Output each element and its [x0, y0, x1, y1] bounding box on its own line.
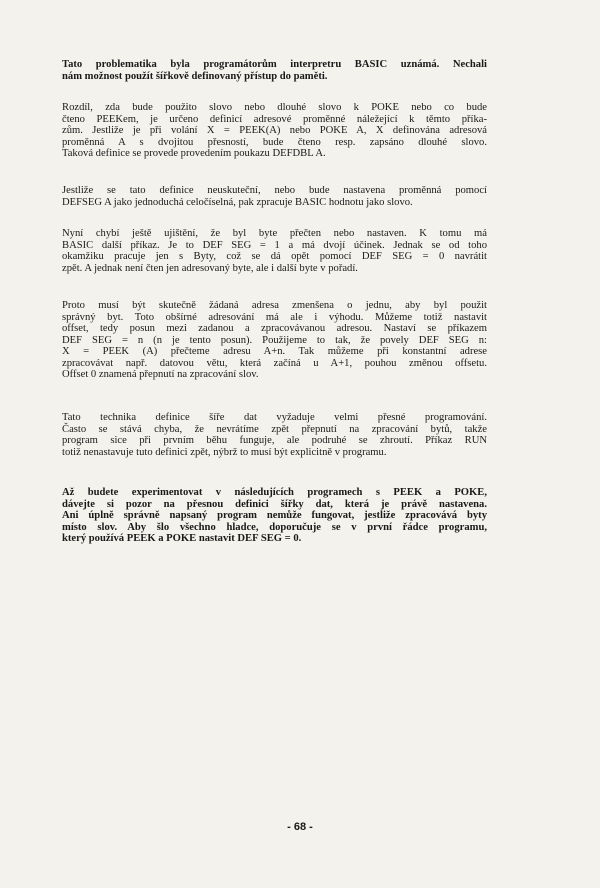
paragraph-7 — [62, 487, 487, 545]
text-line: Jestliže se tato definice neuskuteční, nebo bude nastavena proměnná pomocí — [62, 185, 487, 196]
paragraph-6 — [62, 412, 487, 458]
text-line: proměnná A s dvojitou přesností, bude čteno resp. zapsáno dlouhé slovo. — [62, 136, 487, 148]
text-line: Až budete experimentovat v následujících programech s PEEK a POKE, — [62, 487, 487, 498]
text-line: zpracovávat např. datovou větu, která začíná u A+1, pouhou změnou offsetu. — [62, 357, 487, 369]
text-line: správný byt. Toto obšírné adresování má ale i výhodu. Můžeme totiž nastavit — [62, 311, 487, 323]
text-line: offset, tedy posun mezi zadanou a zpracovávanou adresou. Nastaví se příkazem — [62, 323, 487, 334]
text-line: totiž nenastavuje tuto definici zpět, nýbrž to musí být explicitně v programu. — [62, 446, 387, 458]
paragraph-5 — [62, 300, 487, 381]
text-line: okamžiku pracuje jen s Byty, což se dá opět pomocí DEF SEG = 0 navrátit — [62, 251, 487, 262]
text-line: Nyní chybí ještě ujištění, že byl byte přečten nebo nastaven. K tomu má — [62, 228, 487, 239]
text-line: čteno PEEKem, je určeno definicí adresové proměnné náležející k těmto příka- — [62, 113, 487, 125]
text-line: Offset 0 znamená přepnutí na zpracování slov. — [62, 369, 259, 380]
paragraph-3 — [62, 185, 487, 208]
text-line: DEFSEG A jako jednoduchá celočíselná, pak zpracuje BASIC hodnotu jako slovo. — [62, 196, 413, 208]
text-line: Proto musí být skutečně žádaná adresa zmenšena o jednu, aby byl použit — [62, 300, 487, 311]
text-line: Tato problematika byla programátorům interpretru BASIC uznámá. Nechali — [62, 59, 487, 70]
text-line: Často se stává chyba, že nevrátíme zpět přepnutí na zpracování bytů, takže — [62, 423, 487, 435]
text-line: X = PEEK (A) přečteme adresu A+n. Tak můžeme při konstantní adrese — [62, 346, 487, 357]
text-line: nám možnost použít šířkově definovaný přístup do paměti. — [62, 70, 328, 82]
text-line: zům. Jestliže je při volání X = PEEK(A) nebo POKE A, X definována adresová — [62, 125, 487, 136]
text-line: program sice při prvním běhu funguje, ale podruhé se zhroutí. Příkaz RUN — [62, 435, 487, 446]
text-line: zpět. A jednak není čten jen adresovaný byte, ale i další byte v pořadí. — [62, 262, 358, 274]
paragraph-4 — [62, 228, 487, 274]
text-line: který používá PEEK a POKE nastavit DEF SEG = 0. — [62, 533, 302, 544]
page-number: - 68 - — [287, 821, 313, 833]
paragraph-2 — [62, 102, 487, 160]
text-line: dávejte si pozor na přesnou definici šířky dat, která je právě nastavena. — [62, 498, 487, 510]
text-line: Rozdíl, zda bude použito slovo nebo dlouhé slovo k POKE nebo co bude — [62, 102, 487, 113]
paragraph-1 — [62, 59, 487, 82]
text-line: Ani úplně správně napsaný program nemůže fungovat, jestliže zpracovává byty — [62, 510, 487, 521]
text-line: BASIC další příkaz. Je to DEF SEG = 1 a má dvojí účinek. Jednak se od toho — [62, 239, 487, 251]
text-line: DEF SEG = n (n je tento posun). Použijeme to tak, že povely DEF SEG n: — [62, 334, 487, 346]
text-line: Taková definice se provede provedením poukazu DEFDBL A. — [62, 148, 326, 159]
text-line: místo slov. Aby šlo všechno hladce, doporučuje se v první řádce programu, — [62, 521, 487, 533]
text-line: Tato technika definice šíře dat vyžaduje velmi přesné programování. — [62, 412, 487, 423]
